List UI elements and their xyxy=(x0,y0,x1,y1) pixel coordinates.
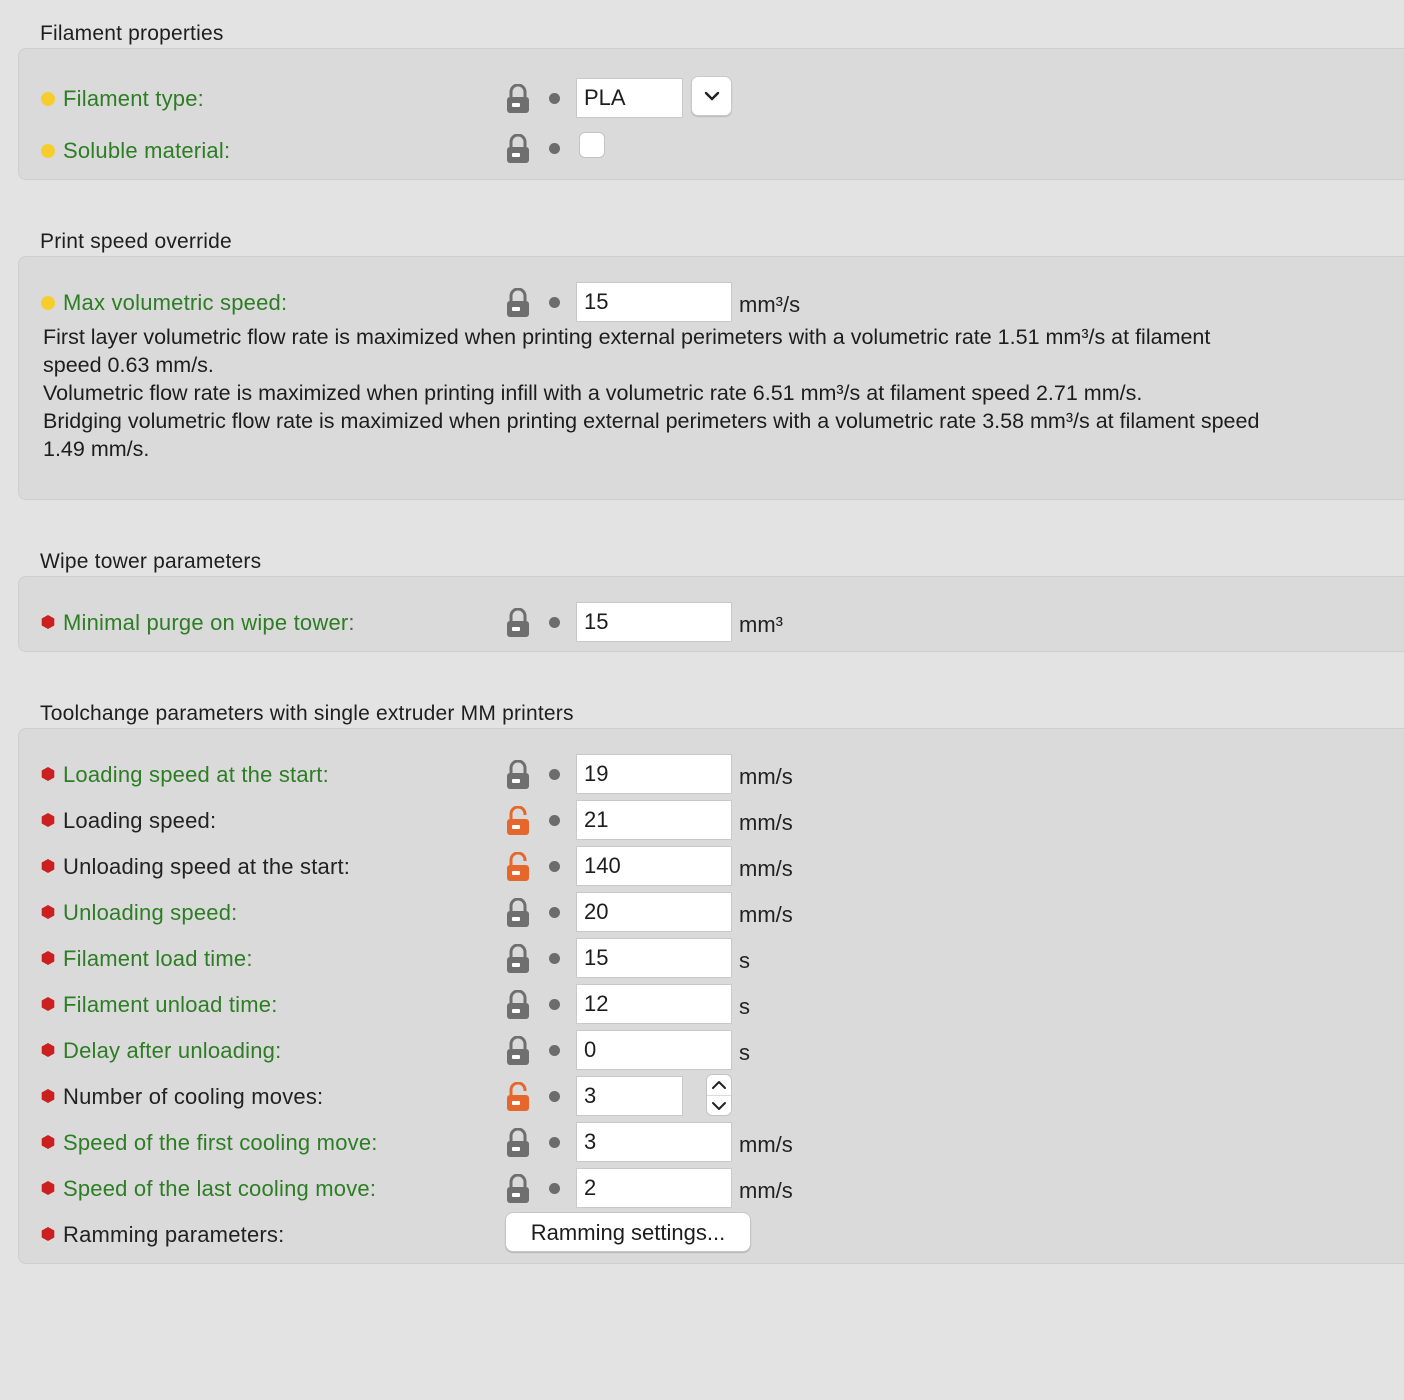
row-max-volumetric-speed xyxy=(19,280,1404,326)
unit-label: mm/s xyxy=(739,810,793,835)
locked-lock-icon[interactable] xyxy=(505,288,531,318)
system-value-bullet-icon[interactable] xyxy=(549,617,560,628)
red-hexagon-icon xyxy=(41,951,55,965)
delay-after-unloading-label: Delay after unloading: xyxy=(63,1038,282,1063)
speed-first-cooling-move-label: Speed of the first cooling move: xyxy=(63,1130,378,1155)
chevron-down-icon xyxy=(704,90,720,102)
info-line-first-layer: First layer volumetric flow rate is maximized when printing external perimeters with a volumetric rate 1.51 mm³/s at filament speed 0.63 mm/s. xyxy=(43,325,1211,377)
locked-lock-icon[interactable] xyxy=(505,1128,531,1158)
row-filament-load-time xyxy=(19,936,1404,982)
row-unloading-speed xyxy=(19,890,1404,936)
yellow-dot-icon xyxy=(41,144,55,158)
chevron-down-icon xyxy=(707,1096,731,1116)
panel-wipe-tower xyxy=(18,576,1404,652)
system-value-bullet-icon[interactable] xyxy=(549,815,560,826)
filament-type-combo[interactable]: PLA xyxy=(576,78,683,118)
row-loading-speed-start xyxy=(19,752,1404,798)
section-title-filament-properties: Filament properties xyxy=(40,22,224,45)
unit-label: mm/s xyxy=(739,764,793,789)
loading-speed-label: Loading speed: xyxy=(63,808,217,833)
row-minimal-purge xyxy=(19,600,1404,646)
section-title-toolchange: Toolchange parameters with single extruder MM printers xyxy=(40,702,574,725)
speed-last-cooling-move-input[interactable]: 2 xyxy=(576,1168,732,1208)
unloading-speed-input[interactable]: 20 xyxy=(576,892,732,932)
locked-lock-icon[interactable] xyxy=(505,760,531,790)
row-ramming-parameters xyxy=(19,1212,1404,1258)
locked-lock-icon[interactable] xyxy=(505,608,531,638)
minimal-purge-label: Minimal purge on wipe tower: xyxy=(63,610,355,635)
filament-load-time-input[interactable]: 15 xyxy=(576,938,732,978)
row-loading-speed xyxy=(19,798,1404,844)
locked-lock-icon[interactable] xyxy=(505,944,531,974)
system-value-bullet-icon[interactable] xyxy=(549,1137,560,1148)
unlocked-lock-icon[interactable] xyxy=(505,1082,531,1112)
ramming-settings-button[interactable]: Ramming settings... xyxy=(505,1212,751,1252)
filament-unload-time-input[interactable]: 12 xyxy=(576,984,732,1024)
minimal-purge-input[interactable]: 15 xyxy=(576,602,732,642)
red-hexagon-icon xyxy=(41,1135,55,1149)
unit-label: mm/s xyxy=(739,1178,793,1203)
row-soluble-material xyxy=(19,128,1404,174)
system-value-bullet-icon[interactable] xyxy=(549,907,560,918)
unit-label: s xyxy=(739,994,750,1019)
ramming-parameters-label: Ramming parameters: xyxy=(63,1222,285,1247)
locked-lock-icon[interactable] xyxy=(505,1036,531,1066)
red-hexagon-icon xyxy=(41,1181,55,1195)
system-value-bullet-icon[interactable] xyxy=(549,1091,560,1102)
unloading-speed-label: Unloading speed: xyxy=(63,900,238,925)
unit-label: mm/s xyxy=(739,902,793,927)
red-hexagon-icon xyxy=(41,1043,55,1057)
unit-label: mm³/s xyxy=(739,292,801,317)
system-value-bullet-icon[interactable] xyxy=(549,953,560,964)
system-value-bullet-icon[interactable] xyxy=(549,1045,560,1056)
panel-filament-properties xyxy=(18,48,1404,180)
unlocked-lock-icon[interactable] xyxy=(505,806,531,836)
unloading-speed-start-label: Unloading speed at the start: xyxy=(63,854,351,879)
yellow-dot-icon xyxy=(41,296,55,310)
unit-label: mm/s xyxy=(739,1132,793,1157)
info-line-infill: Volumetric flow rate is maximized when printing infill with a volumetric rate 6.51 mm³/s at filament speed 2.71 mm/s. xyxy=(43,381,1143,405)
soluble-material-label: Soluble material: xyxy=(63,138,231,163)
locked-lock-icon[interactable] xyxy=(505,990,531,1020)
speed-last-cooling-move-label: Speed of the last cooling move: xyxy=(63,1176,377,1201)
system-value-bullet-icon[interactable] xyxy=(549,861,560,872)
red-hexagon-icon xyxy=(41,905,55,919)
locked-lock-icon[interactable] xyxy=(505,134,531,164)
loading-speed-input[interactable]: 21 xyxy=(576,800,732,840)
delay-after-unloading-input[interactable]: 0 xyxy=(576,1030,732,1070)
system-value-bullet-icon[interactable] xyxy=(549,769,560,780)
filament-type-dropdown-button[interactable] xyxy=(691,76,732,116)
row-unloading-speed-start xyxy=(19,844,1404,890)
unit-label: s xyxy=(739,1040,750,1065)
system-value-bullet-icon[interactable] xyxy=(549,297,560,308)
row-number-of-cooling-moves xyxy=(19,1074,1404,1120)
red-hexagon-icon xyxy=(41,1227,55,1241)
red-hexagon-icon xyxy=(41,859,55,873)
unlocked-lock-icon[interactable] xyxy=(505,852,531,882)
info-line-bridging: Bridging volumetric flow rate is maximized when printing external perimeters with a volumetric rate 3.58 mm³/s at filament speed 1.49 mm/s. xyxy=(43,409,1260,461)
section-title-print-speed-override: Print speed override xyxy=(40,230,232,253)
locked-lock-icon[interactable] xyxy=(505,898,531,928)
system-value-bullet-icon[interactable] xyxy=(549,1183,560,1194)
soluble-material-checkbox[interactable] xyxy=(579,132,605,158)
red-hexagon-icon xyxy=(41,767,55,781)
panel-toolchange xyxy=(18,728,1404,1264)
max-volumetric-speed-label: Max volumetric speed: xyxy=(63,290,288,315)
row-filament-type xyxy=(19,76,1404,122)
unloading-speed-start-input[interactable]: 140 xyxy=(576,846,732,886)
loading-speed-start-label: Loading speed at the start: xyxy=(63,762,329,787)
red-hexagon-icon xyxy=(41,1089,55,1103)
system-value-bullet-icon[interactable] xyxy=(549,999,560,1010)
max-volumetric-speed-input[interactable]: 15 xyxy=(576,282,732,322)
spin-down-button[interactable] xyxy=(707,1095,731,1116)
number-of-cooling-moves-label: Number of cooling moves: xyxy=(63,1084,324,1109)
red-hexagon-icon xyxy=(41,813,55,827)
row-filament-unload-time xyxy=(19,982,1404,1028)
row-speed-last-cooling-move xyxy=(19,1166,1404,1212)
filament-load-time-label: Filament load time: xyxy=(63,946,253,971)
chevron-up-icon xyxy=(707,1075,731,1095)
row-delay-after-unloading xyxy=(19,1028,1404,1074)
filament-type-label: Filament type: xyxy=(63,86,204,111)
speed-first-cooling-move-input[interactable]: 3 xyxy=(576,1122,732,1162)
row-speed-first-cooling-move xyxy=(19,1120,1404,1166)
locked-lock-icon[interactable] xyxy=(505,84,531,114)
red-hexagon-icon xyxy=(41,615,55,629)
system-value-bullet-icon[interactable] xyxy=(549,143,560,154)
filament-unload-time-label: Filament unload time: xyxy=(63,992,278,1017)
panel-print-speed-override xyxy=(18,256,1404,500)
unit-label: s xyxy=(739,948,750,973)
locked-lock-icon[interactable] xyxy=(505,1174,531,1204)
number-of-cooling-moves-input[interactable]: 3 xyxy=(576,1076,683,1116)
yellow-dot-icon xyxy=(41,92,55,106)
section-title-wipe-tower: Wipe tower parameters xyxy=(40,550,262,573)
unit-label: mm³ xyxy=(739,612,783,637)
cooling-moves-spin-buttons[interactable] xyxy=(706,1074,732,1116)
red-hexagon-icon xyxy=(41,997,55,1011)
loading-speed-start-input[interactable]: 19 xyxy=(576,754,732,794)
volumetric-flow-info-text xyxy=(43,323,1273,463)
spin-up-button[interactable] xyxy=(707,1075,731,1095)
system-value-bullet-icon[interactable] xyxy=(549,93,560,104)
unit-label: mm/s xyxy=(739,856,793,881)
